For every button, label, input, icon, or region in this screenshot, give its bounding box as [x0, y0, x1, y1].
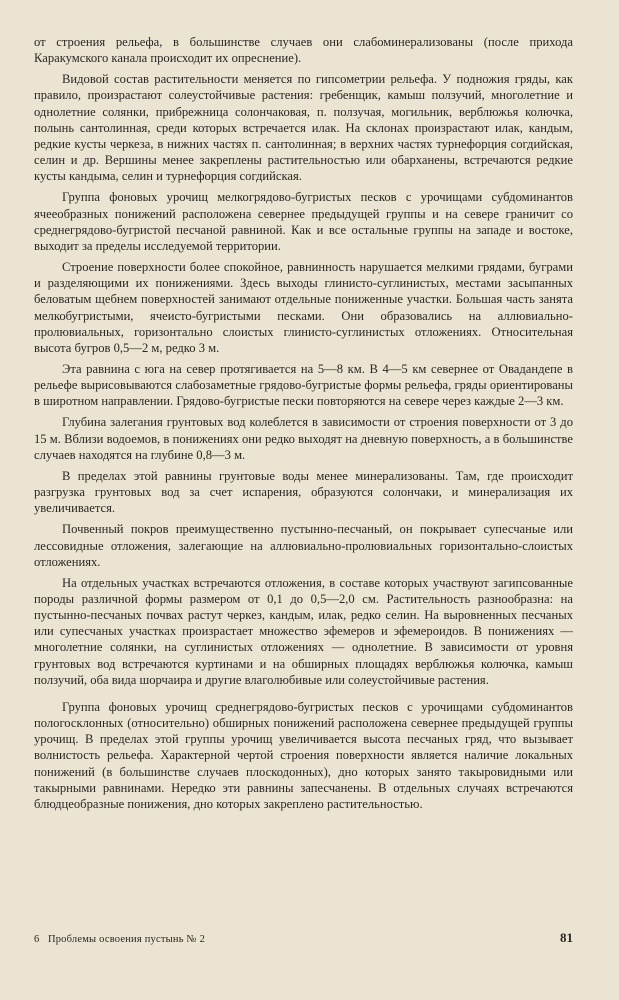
paragraph-continuation: от строения рельефа, в большинстве случаев они слабоминерализованы (после прихода Каракумского канала происходит их опреснение).	[34, 35, 573, 66]
paragraph-soil-cover: Почвенный покров преимущественно пустынно-песчаный, он покрывает супесчаные или лессовидные отложения, залегающие на аллювиально-пролювиальных горизонтально-слоистых отложениях.	[34, 522, 573, 569]
signature-number: 6	[34, 934, 40, 945]
page-number: 81	[560, 930, 573, 945]
paragraph-group-medium-ridge: Группа фоновых урочищ среднегрядово-бугристых песков с урочищами субдоминантов пологосклонных (относительно) обширных понижений расположена севернее предыдущей группы урочищ. В пределах этой группы урочищ увеличивается высота песчаных гряд, что вызывает волнистость рельефа. Характерной чертой строения поверхности является наличие локальных понижений (в большинстве случаев плоскодонных), дно которых занято такыровидными или такырными равнинами. Нередко эти равнины запесчанены. В отдельных случаях встречаются блюдцеобразные понижения, дно которых закреплено растительностью.	[34, 699, 573, 811]
paragraph-vegetation: Видовой состав растительности меняется по гипсометрии рельефа. У подножия гряды, как правило, произрастают солеустойчивые растения: гребенщик, камыш ползучий, многолетние и однолетние солянки, прибрежница солончаковая, п. ползучая, могильник, верблюжья колючка, полынь сантолинная, среди которых встречается илак. На склонах произрастают илак, кандым, редкие кусты черкеза, в нижних частях п. сантолинная; в верхних частях турнефорция согдийская, селин и др. Вершины менее закреплены растительностью или обарханены, встречаются редкие кусты кандыма, селин и турнефорция согдийская.	[34, 72, 573, 184]
paragraph-groundwater-mineralization: В пределах этой равнины грунтовые воды менее минерализованы. Там, где происходит разгрузка грунтовых вод за счет испарения, образуются солончаки, и минерализация их увеличивается.	[34, 468, 573, 516]
paragraph-groundwater-depth: Глубина залегания грунтовых вод колеблется в зависимости от строения поверхности от 3 до 15 м. Вблизи водоемов, в понижениях они редко выходят на дневную поверхность, а в большинстве случаев находятся на глубине 0,8—3 м.	[34, 415, 573, 462]
paragraph-group-fine-ridge: Группа фоновых урочищ мелкогрядово-бугристых песков с урочищами субдоминантов ячееобразных понижений расположена севернее предыдущей группы и на севере граничит со среднегрядово-бугристой песчаной равниной. Как и все остальные группы на западе и востоке, выходит за пределы исследуемой территории.	[34, 190, 573, 253]
paragraph-plain-extent: Эта равнина с юга на север протягивается на 5—8 км. В 4—5 км севернее от Овадандепе в рельефе вырисовываются слабозаметные грядово-бугристые формы рельефа, гряды ориентированы в широтном направлении. Грядово-бугристые пески повторяются на севере через каждые 2—3 км.	[34, 361, 573, 409]
footer-signature	[34, 934, 205, 945]
page-footer	[34, 930, 573, 946]
paragraph-deposits-vegetation: На отдельных участках встречаются отложения, в составе которых участвуют загипсованные породы различной формы размером от 0,1 до 0,5—2,0 см. Растительность разнообразна: на пустынно-песчаных почвах растут черкез, кандым, илак, редко селин. На выровненных песчаных или супесчаных участках произрастает множество эфемеров и эфемероидов. В понижениях — многолетние солянки, на суглинистых отложениях — однолетние. В зависимости от уровня грунтовых вод встречаются куртинами и на обширных площадях верблюжья колючка, камыш ползучий, оба вида шорчаира и другие влаголюбивые или солеустойчивые растения.	[34, 575, 573, 687]
paragraph-surface-structure: Строение поверхности более спокойное, равнинность нарушается мелкими грядами, буграми и разделяющими их понижениями. Здесь выходы глинисто-суглинистых, местами засыпанных беловатым щебнем поверхностей занимают отдельные пониженные участки. Большая часть занята мелкобугристыми, ячеисто-бугристыми песками. Они образовались на аллювиально-пролювиальных, горизонтально слоистых глинисто-суглинистых отложениях. Относительная высота бугров 0,5—2 м, редко 3 м.	[34, 260, 573, 355]
signature-title: Проблемы освоения пустынь № 2	[47, 934, 206, 945]
